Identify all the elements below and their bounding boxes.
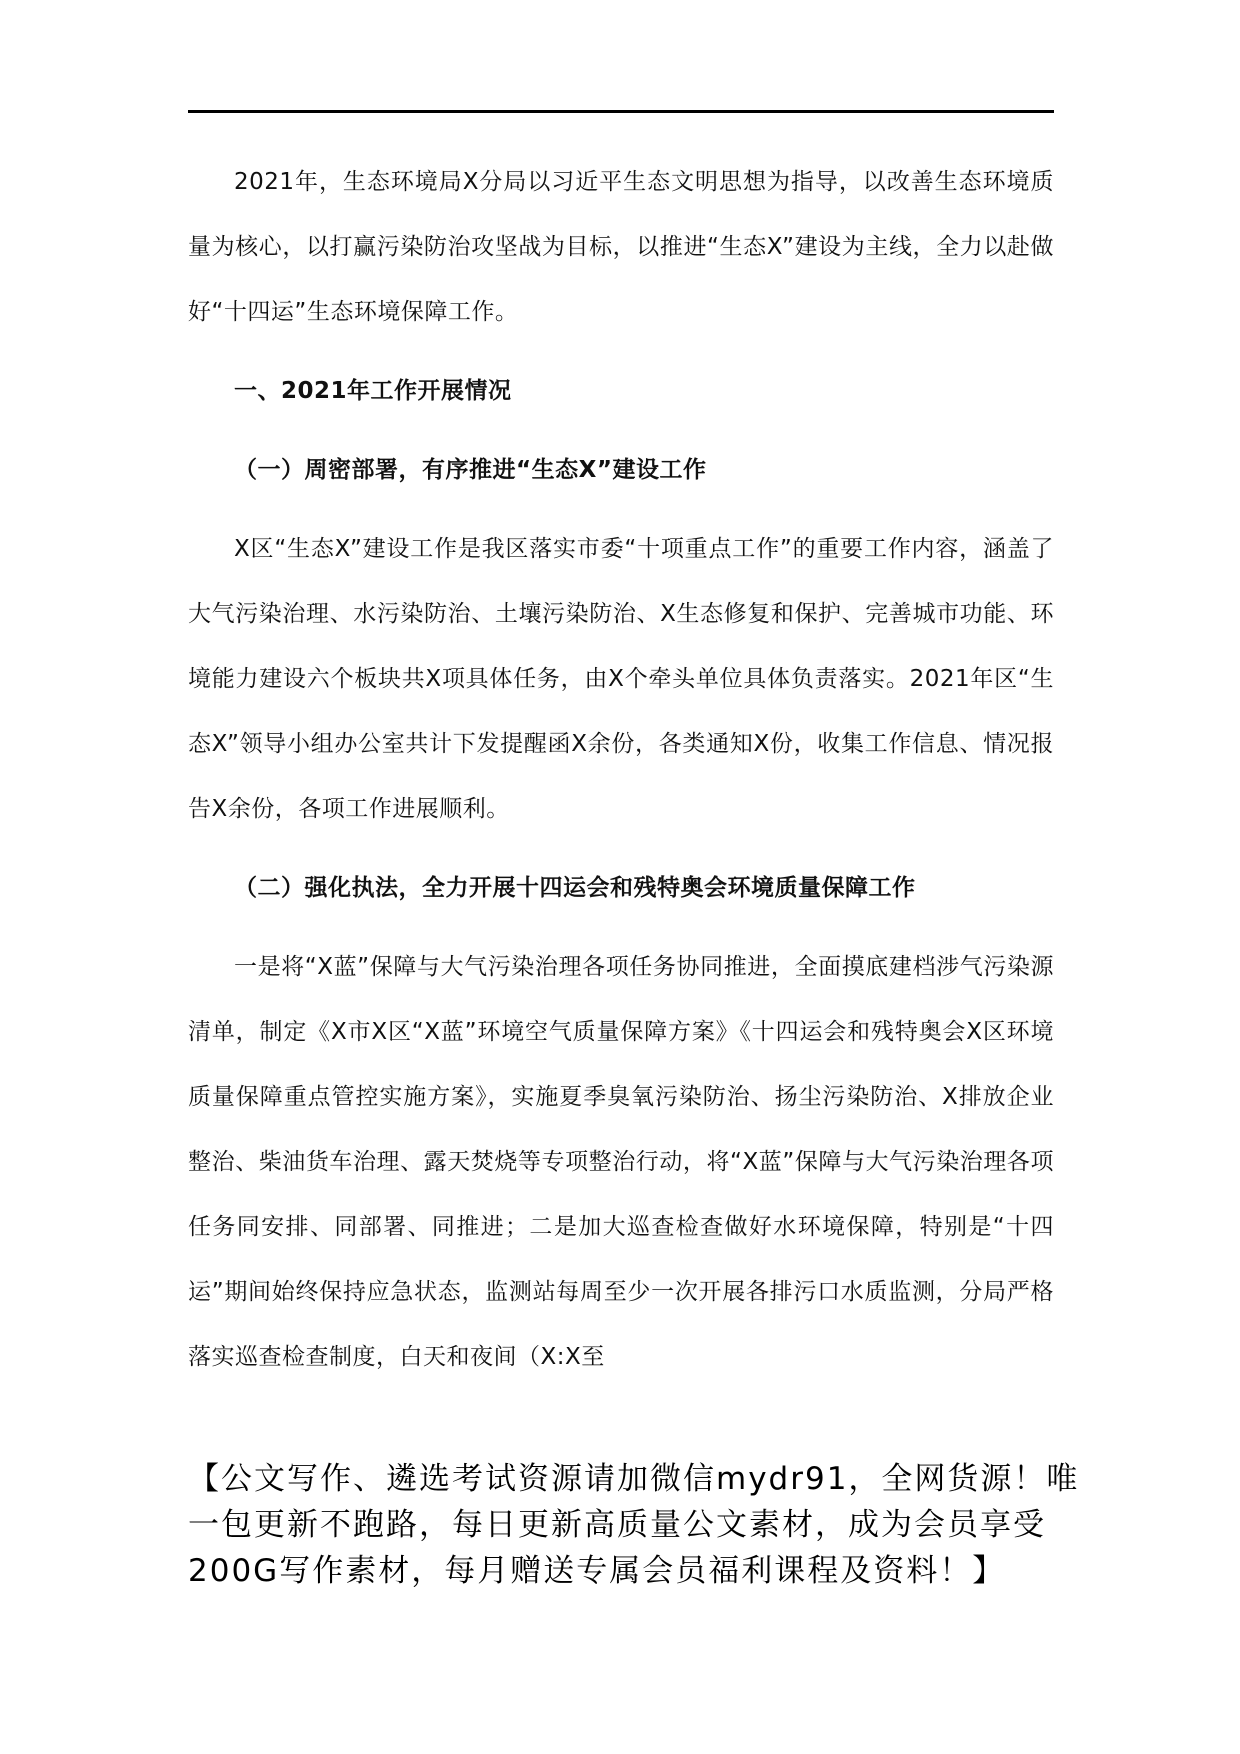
subsection-heading-2: （二）强化执法，全力开展十四运会和残特奥会环境质量保障工作 <box>234 875 916 901</box>
intro-paragraph: 2021年，生态环境局X分局以习近平生态文明思想为指导，以改善生态环境质量为核心，以打赢污染防治攻坚战为目标，以推进“生态X”建设为主线，全力以赴做好“十四运”生态环境保障工作。 <box>188 169 1054 325</box>
header-rule <box>188 110 1054 113</box>
promo-notice: 【公文写作、遴选考试资源请加微信mydr91，全网货源！唯一包更新不跑路，每日更新高质量公文素材，成为会员享受200G写作素材，每月赠送专属会员福利课程及资料！】 <box>188 1461 1080 1589</box>
subsection-heading-1: （一）周密部署，有序推进“生态X”建设工作 <box>234 457 707 483</box>
subsection-1-paragraph: X区“生态X”建设工作是我区落实市委“十项重点工作”的重要工作内容，涵盖了大气污染治理、水污染防治、土壤污染防治、X生态修复和保护、完善城市功能、环境能力建设六个板块共X项具体任务，由X个牵头单位具体负责落实。2021年区“生态X”领导小组办公室共计下发提醒函X余份，各类通知X份，收集工作信息、情况报告X余份，各项工作进展顺利。 <box>188 536 1054 822</box>
section-heading-1: 一、2021年工作开展情况 <box>234 378 512 404</box>
document-body <box>188 150 1054 1390</box>
subsection-2-paragraph: 一是将“X蓝”保障与大气污染治理各项任务协同推进，全面摸底建档涉气污染源清单，制定《X市X区“X蓝”环境空气质量保障方案》《十四运会和残特奥会X区环境质量保障重点管控实施方案》，实施夏季臭氧污染防治、扬尘污染防治、X排放企业整治、柴油货车治理、露天焚烧等专项整治行动，将“X蓝”保障与大气污染治理各项任务同安排、同部署、同推进；二是加大巡查检查做好水环境保障，特别是“十四运”期间始终保持应急状态，监测站每周至少一次开展各排污口水质监测，分局严格落实巡查检查制度，白天和夜间（X:X至 <box>188 954 1054 1370</box>
